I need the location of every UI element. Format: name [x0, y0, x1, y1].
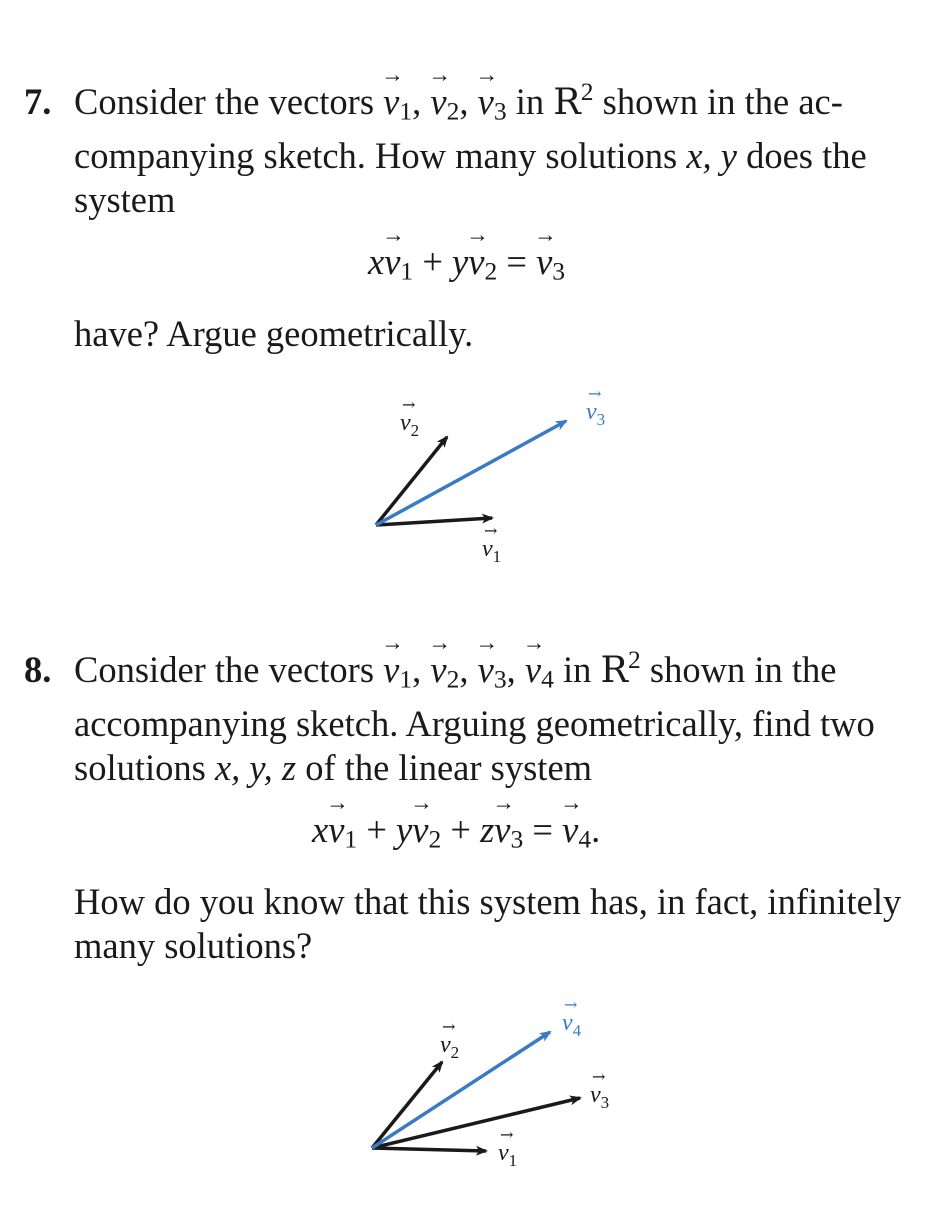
problem-8-text: 8. Consider the vectors → $v_1$, → $v_2$, → $v_3$, → $v_4$ in $R^2$ shown in the accompanying sketch. Arguing geometrically, find two solutions x, y, z of the linear system — [24, 638, 920, 790]
real-space-symbol-8: R — [600, 648, 628, 692]
sketch7-label-v2: $v_2$ — [400, 410, 420, 440]
sketch8-label-v4: $v_4$ — [562, 1010, 582, 1040]
sketch8-label-v2: $v_2$ — [440, 1032, 460, 1062]
p7-line3: system — [74, 178, 176, 220]
sketch8-v3-arrow — [372, 1098, 580, 1148]
p7-line2: companying sketch. How many solutions — [74, 134, 687, 176]
real-space-symbol: R — [553, 80, 581, 124]
p7-line2-tail: does the — [736, 134, 867, 176]
equation-8: x → $v_1 + y$ → $v_2 + z$ → $v_3$ = → $v_4$. — [312, 789, 601, 854]
p8-line1-c: shown in the — [640, 649, 837, 691]
problem-7-question: have? Argue geometrically. — [74, 313, 474, 354]
sketch8-label-v1-arrow: → — [500, 1125, 514, 1144]
problem-7-number: 7. — [24, 81, 52, 123]
p7-line1-a: Consider the vectors — [74, 81, 384, 123]
p8-line1-a: Consider the vectors — [74, 649, 384, 691]
sketch7-label-v1: $v_1$ — [482, 536, 502, 566]
sketch8-label-v3: $v_3$ — [590, 1082, 610, 1112]
problem-8-question-line1: How do you know that this system has, in fact, infinitely — [74, 881, 902, 922]
sketch8-label-v1: $v_1$ — [498, 1140, 518, 1170]
sketch7-label-v1-arrow: → — [484, 521, 498, 540]
vec-v1: → v — [381, 61, 404, 123]
p8-line2: accompanying sketch. Arguing geometrically, find two — [74, 702, 875, 744]
sketch7-label-v2-arrow: → — [402, 395, 416, 414]
p7-vars: x, y — [686, 134, 737, 176]
p7-line1-c: shown in the ac- — [593, 81, 843, 123]
sketch7-label-v3-arrow: → — [588, 384, 602, 403]
sketch8-label-v3-arrow: → — [592, 1067, 606, 1086]
p8-vars: x, y, z — [214, 746, 297, 788]
p7-line1-b: in — [506, 81, 554, 123]
vec-v2: → v — [428, 61, 451, 123]
sketch8-v4-arrow — [372, 1032, 550, 1148]
vec-v3: → v — [475, 61, 499, 123]
problem-8-question-line2: many solutions? — [74, 925, 313, 966]
p8-line1-b: in — [553, 649, 601, 691]
sketch8-v1-arrow — [372, 1148, 486, 1151]
equation-7: x → $v_1 + y$ → $v_2$ = → $v_3$ — [368, 221, 566, 286]
sketch7-label-v3: $v_3$ — [586, 399, 606, 429]
p8-line3-b: of the linear system — [296, 746, 593, 788]
sketch8-label-v4-arrow: → — [564, 995, 578, 1014]
sketch8-label-v2-arrow: → — [442, 1017, 456, 1036]
problem-8-number: 8. — [24, 649, 52, 691]
p8-line3-a: solutions — [74, 746, 215, 788]
problem-7-text: 7. Consider the vectors → $v_1$, → $v_2$, → $v_3$ in $R^2$ shown in the ac- companying sketch. How many solutions x, y does the system — [24, 70, 920, 222]
